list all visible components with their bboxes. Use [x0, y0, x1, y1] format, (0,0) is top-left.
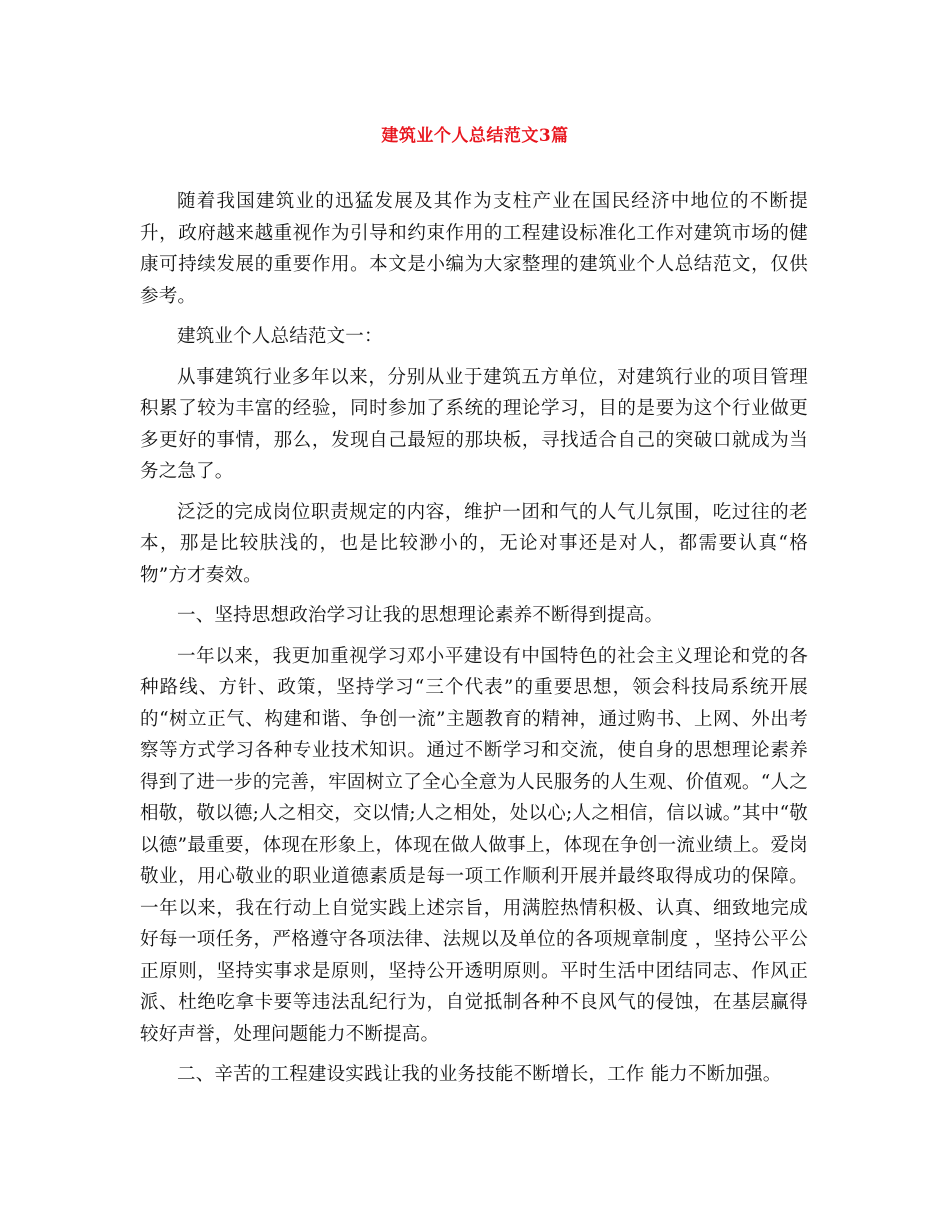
- document-body: [140, 186, 808, 1100]
- paragraph-point-one-body: 一年以来，我更加重视学习邓小平建设有中国特色的社会主义理论和党的各种路线、方针、政策，坚持学习“三个代表”的重要思想，领会科技局系统开展的“树立正气、构建和谐、争创一流”主题教育的精神，通过购书、上网、外出考察等方式学习各种专业技术知识。通过不断学习和交流，使自身的思想理论素养得到了进一步的完善，牢固树立了全心全意为人民服务的人生观、价值观。“人之相敬，敬以德;人之相交，交以情;人之相处，处以心;人之相信，信以诚。”其中“敬以德”最重要，体现在形象上，体现在做人做事上，体现在争创一流业绩上。爱岗敬业，用心敬业的职业道德素质是每一项工作顺利开展并最终取得成功的保障。一年以来，我在行动上自觉实践上述宗旨，用满腔热情积极、认真、细致地完成好每一项任务，严格遵守各项法律、法规以及单位的各项规章制度 ，坚持公平公正原则，坚持实事求是原则，坚持公开透明原则。平时生活中团结同志、作风正派、杜绝吃拿卡要等违法乱纪行为，自觉抵制各种不良风气的侵蚀，在基层赢得较好声誉，处理问题能力不断提高。: [140, 645, 808, 1045]
- paragraph-section-heading: 建筑业个人总结范文一：: [177, 326, 383, 347]
- paragraph-point-one-heading: 一、坚持思想政治学习让我的思想理论素养不断得到提高。: [177, 605, 664, 626]
- paragraph-point-two-heading: 二、辛苦的工程建设实践让我的业务技能不断增长，工作 能力不断加强。: [177, 1064, 782, 1085]
- document-title: 建筑业个人总结范文3篇: [381, 126, 569, 146]
- paragraph-experience: 从事建筑行业多年以来，分别从业于建筑五方单位，对建筑行业的项目管理积累了较为丰富的经验，同时参加了系统的理论学习，目的是要为这个行业做更多更好的事情，那么，发现自己最短的那块板，寻找适合自己的突破口就成为当务之急了。: [140, 366, 808, 482]
- paragraph-attitude: 泛泛的完成岗位职责规定的内容，维护一团和气的人气儿氛围，吃过往的老本，那是比较肤浅的，也是比较渺小的，无论对事还是对人，都需要认真“格物”方才奏效。: [140, 501, 808, 586]
- paragraph-intro: 随着我国建筑业的迅猛发展及其作为支柱产业在国民经济中地位的不断提升，政府越来越重视作为引导和约束作用的工程建设标准化工作对建筑市场的健康可持续发展的重要作用。本文是小编为大家整理的建筑业个人总结范文，仅供参考。: [140, 191, 808, 307]
